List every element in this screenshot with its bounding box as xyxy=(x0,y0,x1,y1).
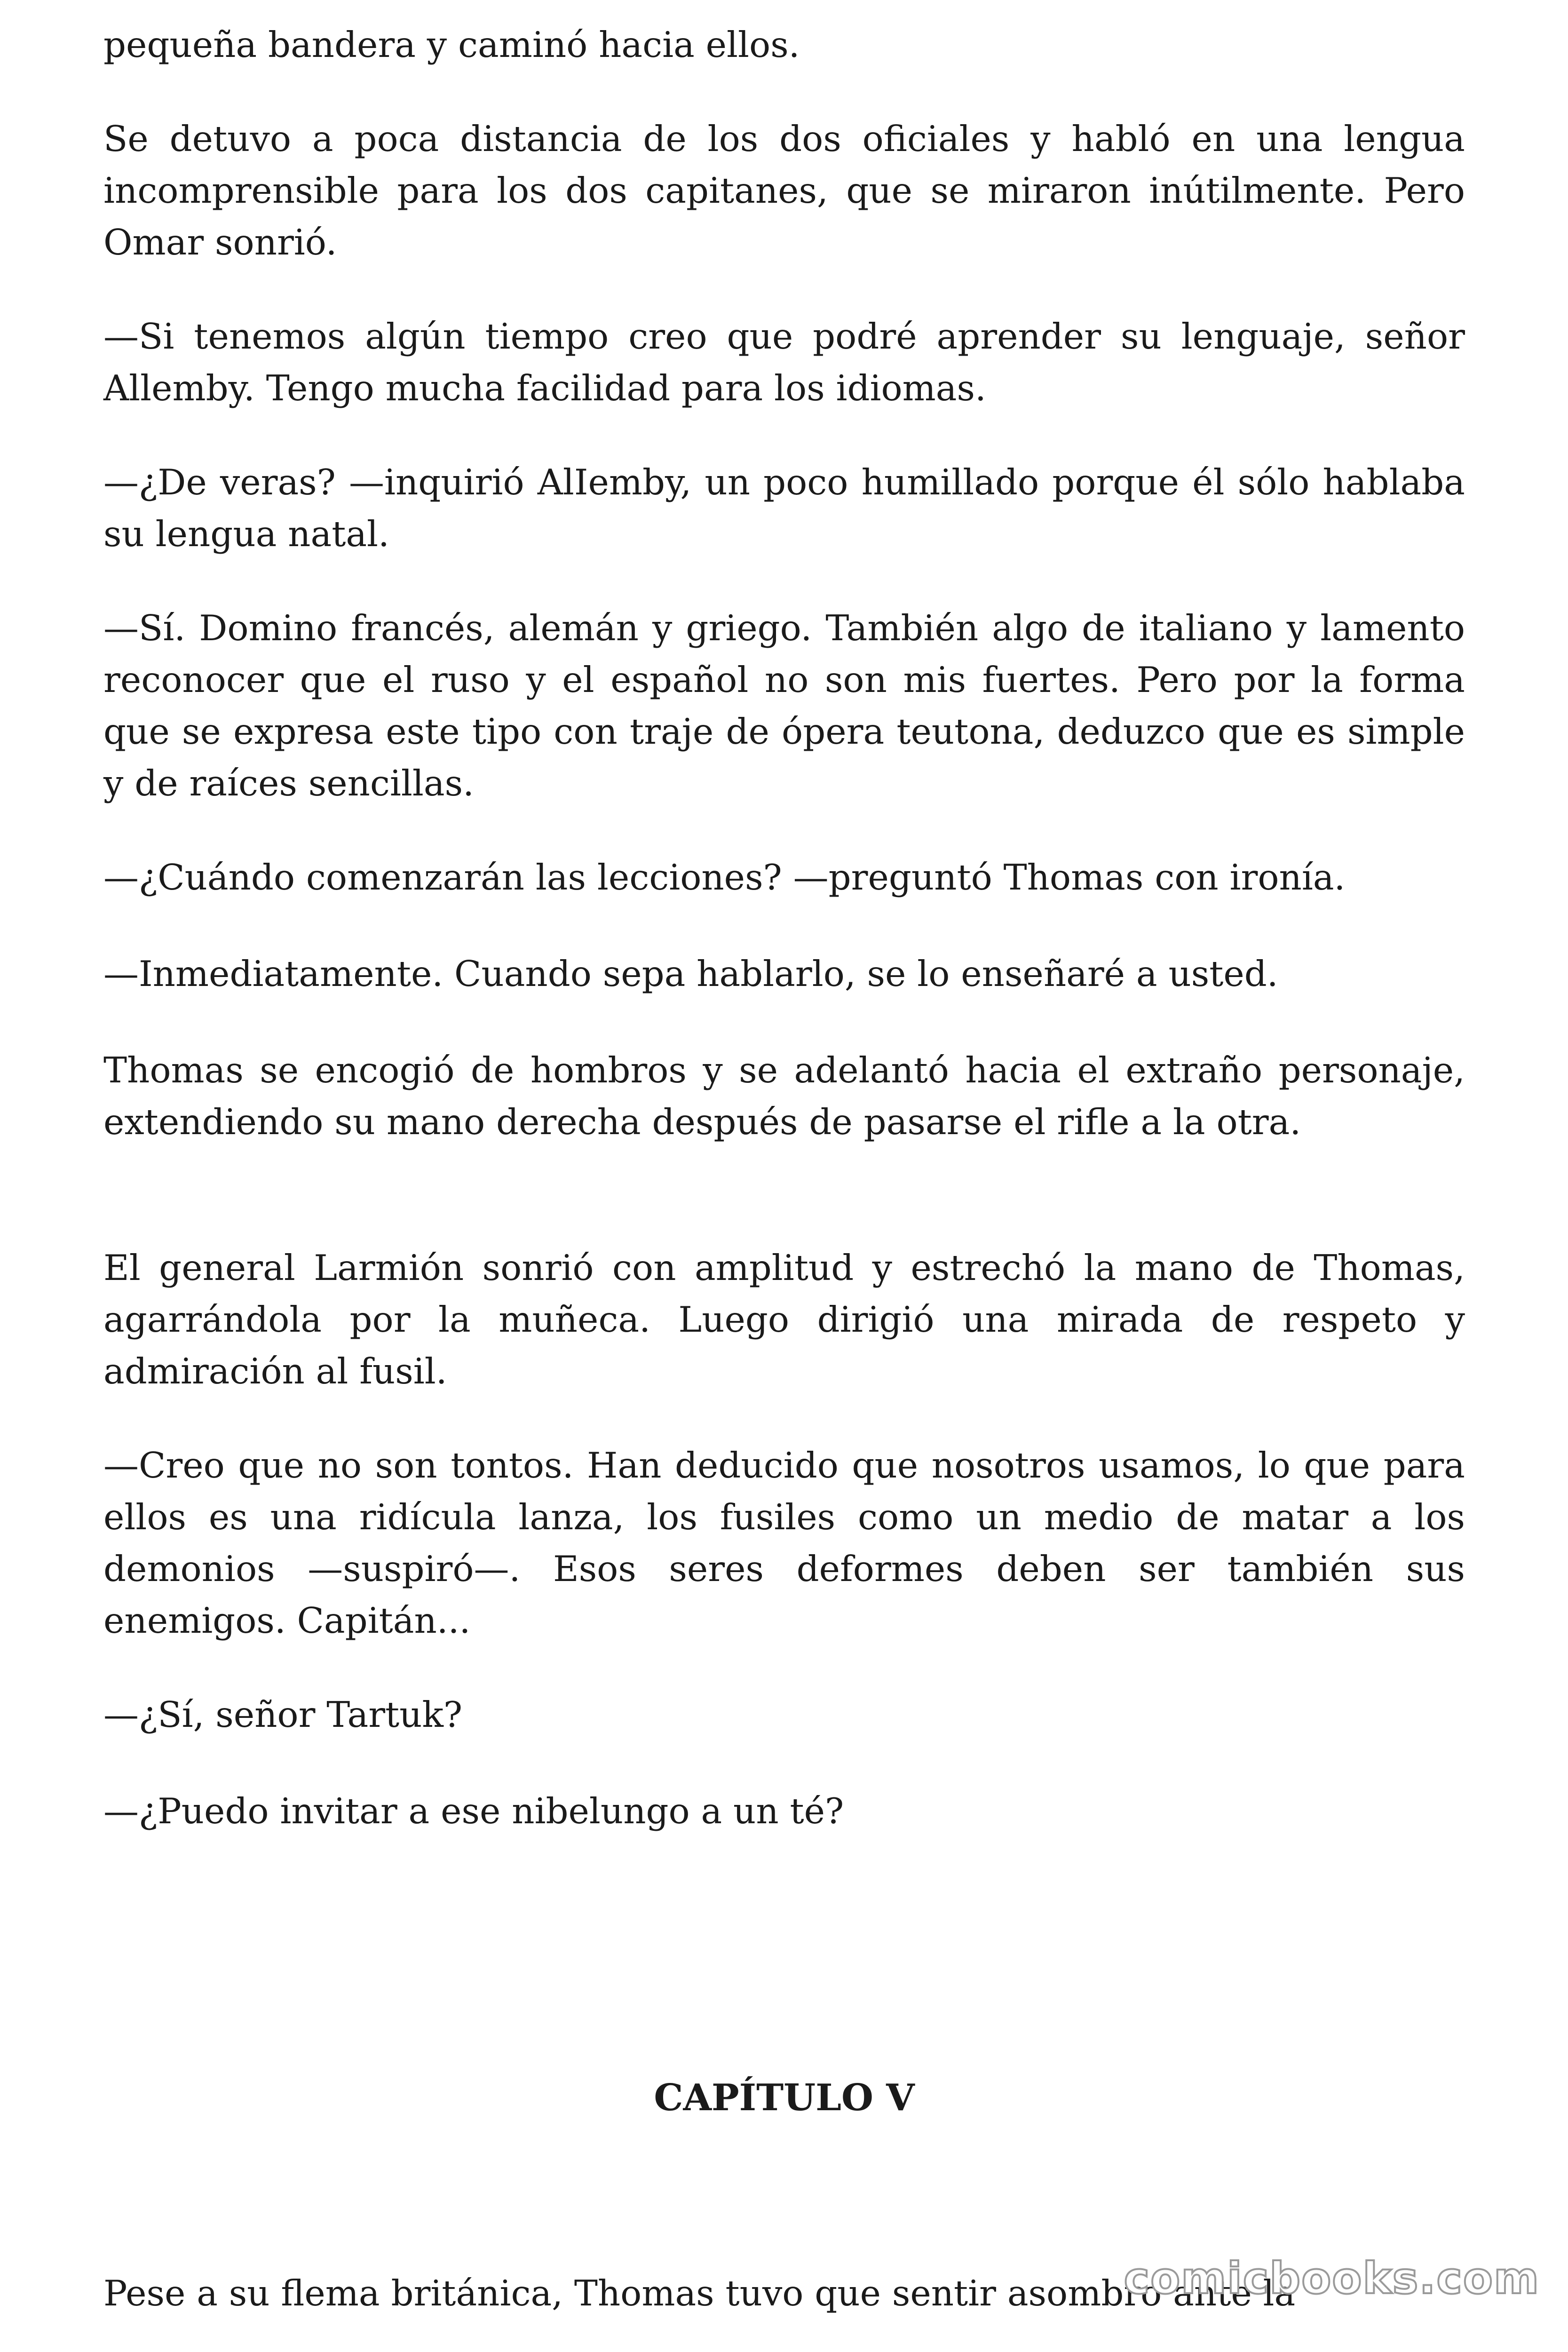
paragraph-1: pequeña bandera y caminó hacia ellos. xyxy=(103,24,800,65)
paragraph-6: —¿Cuándo comenzarán las lecciones? —preguntó Thomas con ironía. xyxy=(103,857,1346,898)
paragraph-10: —Creo que no son tontos. Han deducido que nosotros usamos, lo que para ellos es una ridícula lanza, los fusiles como un medio de matar a los demonios —suspiró—. Esos seres deformes deben ser también sus enemigos. Capitán... xyxy=(103,1445,1465,1641)
paragraph-2: Se detuvo a poca distancia de los dos oficiales y habló en una lengua incomprensible para los dos capitanes, que se miraron inútilmente. Pero Omar sonrió. xyxy=(103,118,1465,263)
paragraph-5: —Sí. Domino francés, alemán y griego. También algo de italiano y lamento reconocer que el ruso y el español no son mis fuertes. Pero por la forma que se expresa este tipo con traje de ópera teutona, deduzco que es simple y de raíces sencillas. xyxy=(103,607,1465,804)
paragraph-7: —Inmediatamente. Cuando sepa hablarlo, se lo enseñaré a usted. xyxy=(103,953,1278,994)
chapter-heading: CAPÍTULO V xyxy=(654,2076,915,2119)
paragraph-9: El general Larmión sonrió con amplitud y estrechó la mano de Thomas, agarrándola por la muñeca. Luego dirigió una mirada de respeto y admiración al fusil. xyxy=(103,1247,1465,1392)
paragraph-11: —¿Sí, señor Tartuk? xyxy=(103,1694,463,1735)
paragraph-8: Thomas se encogió de hombros y se adelantó hacia el extraño personaje, extendiendo su mano derecha después de pasarse el rifle a la otra. xyxy=(103,1049,1465,1143)
book-page xyxy=(103,0,1465,2352)
paragraph-13: Pese a su flema británica, Thomas tuvo que sentir asombro ante la xyxy=(103,2273,1296,2314)
paragraph-3: —Si tenemos algún tiempo creo que podré aprender su lenguaje, señor Allemby. Tengo mucha facilidad para los idiomas. xyxy=(103,316,1465,409)
paragraph-4: —¿De veras? —inquirió AlIemby, un poco humillado porque él sólo hablaba su lengua natal. xyxy=(103,461,1465,555)
watermark-logo: comicbooks.com xyxy=(1124,2253,1540,2304)
paragraph-12: —¿Puedo invitar a ese nibelungo a un té? xyxy=(103,1790,844,1832)
